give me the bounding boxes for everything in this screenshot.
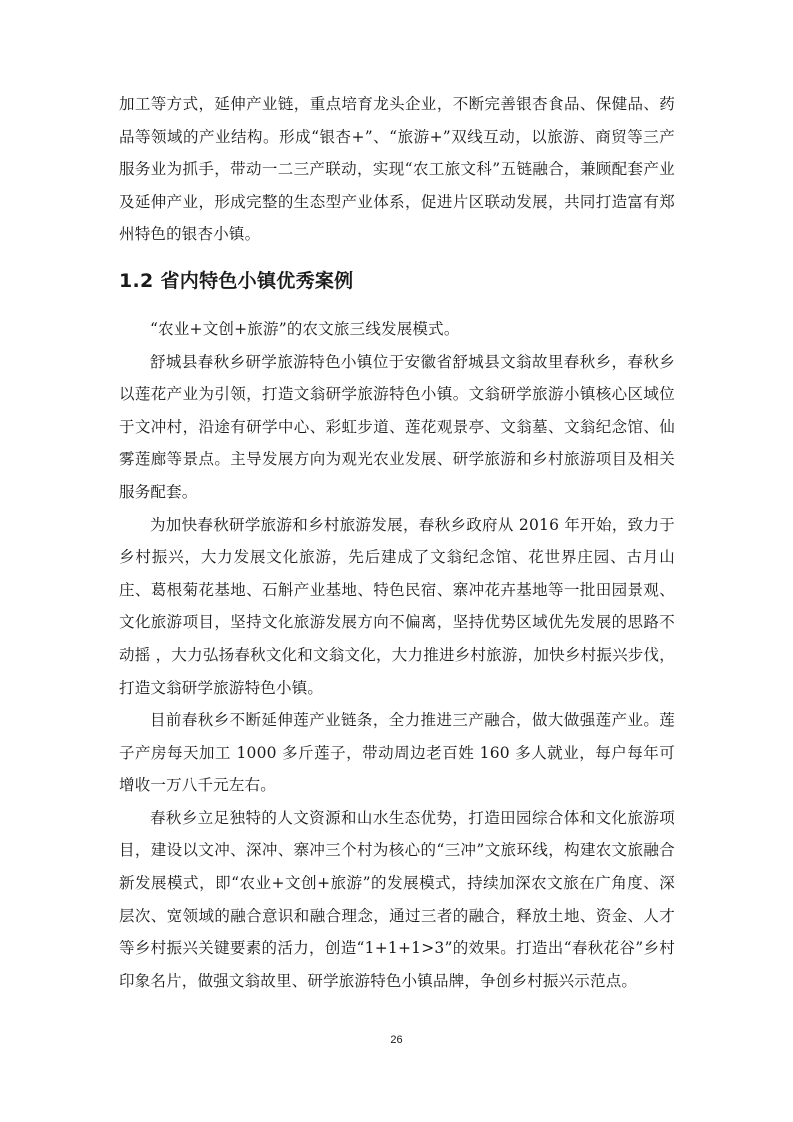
paragraph-development-history: 为加快春秋研学旅游和乡村旅游发展，春秋乡政府从 2016 年开始，致力于乡村振兴，大力发展文化旅游，先后建成了文翁纪念馆、花世界庄园、古月山庄、葛根菊花基地、石斛产业基地、特色民宿、寨冲花卉基地等一批田园景观、文化旅游项目，坚持文化旅游发展方向不偏离，坚持优势区域优先发展的思路不动摇 ，大力弘扬春秋文化和文翁文化，大力推进乡村旅游，加快乡村振兴步伐，打造文翁研学旅游特色小镇。 <box>119 515 675 697</box>
intro-paragraph: 加工等方式，延伸产业链，重点培育龙头企业，不断完善银杏食品、保健品、药品等领域的产业结构。形成“银杏+”、“旅游+”双线互动，以旅游、商贸等三产服务业为抓手，带动一二三产联动，实现“农工旅文科”五链融合，兼顾配套产业及延伸产业，形成完整的生态型产业体系，促进片区联动发展，共同打造富有郑州特色的银杏小镇。 <box>119 95 675 244</box>
page-number: 26 <box>390 1034 403 1046</box>
paragraph-model-summary: “农业+文创+旅游”的农文旅三线发展模式。 <box>150 319 460 338</box>
section-heading: 1.2 省内特色小镇优秀案例 <box>119 269 354 292</box>
paragraph-lotus-industry: 目前春秋乡不断延伸莲产业链条，全力推进三产融合，做大做强莲产业。莲子产房每天加工 1000 多斤莲子，带动周边老百姓 160 多人就业，每户每年可增收一万八千元左右。 <box>119 711 675 795</box>
paragraph-town-overview: 舒城县春秋乡研学旅游特色小镇位于安徽省舒城县文翁故里春秋乡，春秋乡以莲花产业为引领，打造文翁研学旅游特色小镇。文翁研学旅游小镇核心区域位于文冲村，沿途有研学中心、彩虹步道、莲花观景亭、文翁墓、文翁纪念馆、仙雾莲廊等景点。主导发展方向为观光农业发展、研学旅游和乡村旅游项目及相关服务配套。 <box>119 352 675 501</box>
document-body <box>119 88 675 997</box>
paragraph-integration-strategy: 春秋乡立足独特的人文资源和山水生态优势，打造田园综合体和文化旅游项目，建设以文冲、深冲、寨冲三个村为核心的“三冲”文旅环线，构建农文旅融合新发展模式，即“农业+文创+旅游”的发展模式，持续加深农文旅在广角度、深层次、宽领域的融合意识和融合理念，通过三者的融合，释放土地、资金、人才等乡村振兴关键要素的活力，创造“1+1+1>3”的效果。打造出“春秋花谷”乡村印象名片，做强文翁故里、研学旅游特色小镇品牌，争创乡村振兴示范点。 <box>119 808 675 990</box>
